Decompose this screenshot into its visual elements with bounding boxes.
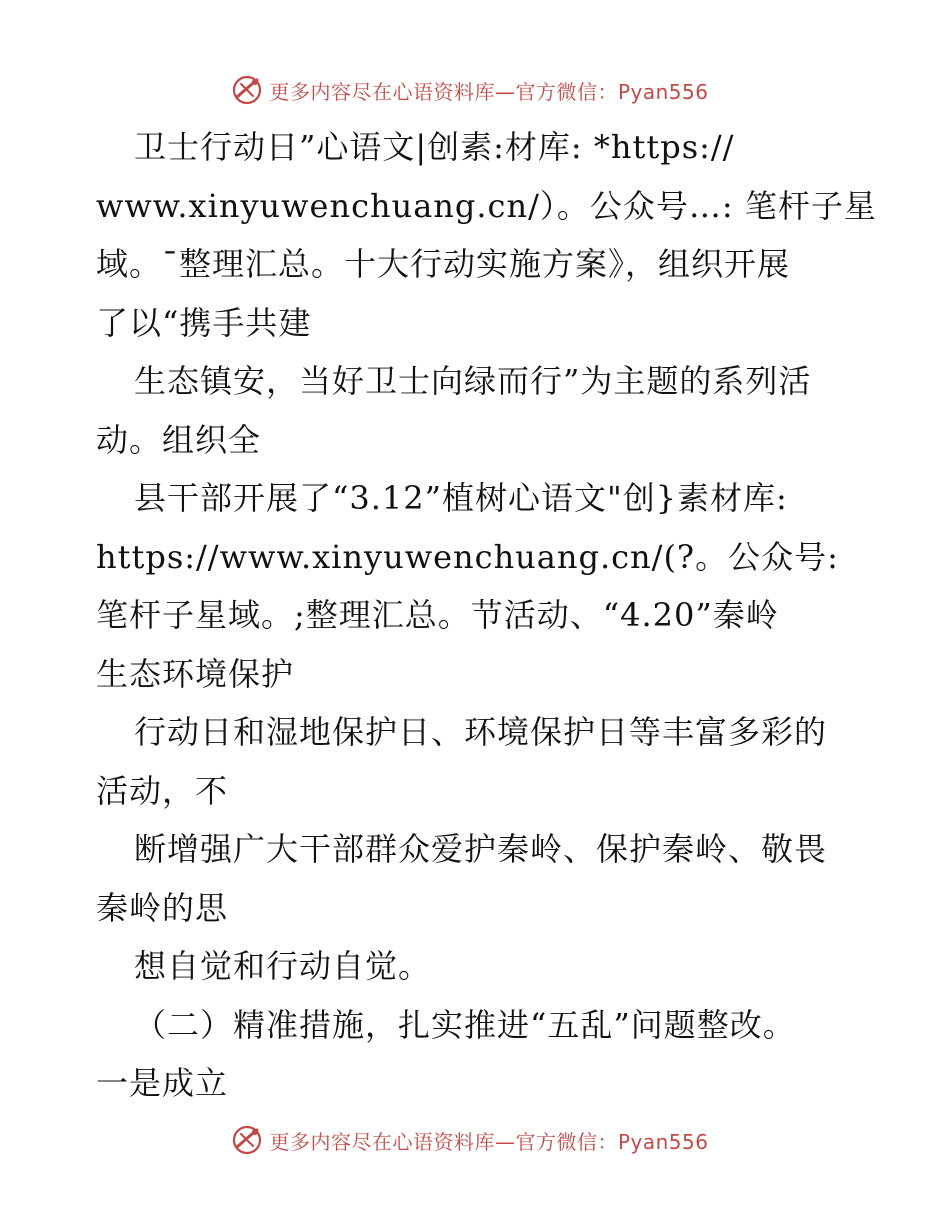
header-watermark-contact: 官方微信：Pyan556 (515, 79, 709, 104)
footer-watermark-inner (231, 1124, 708, 1156)
red-seal-logo-icon (231, 74, 263, 106)
document-body (96, 118, 877, 1113)
body-line-6: 动。组织全 (96, 420, 262, 459)
footer-watermark-separator: — (494, 1129, 516, 1154)
body-line-14: 秦岭的思 (96, 888, 229, 927)
header-watermark-brand: 更多内容尽在心语资料库 (269, 79, 495, 104)
header-watermark-inner (231, 74, 708, 106)
footer-watermark-brand: 更多内容尽在心语资料库 (269, 1129, 495, 1154)
body-line-7: 县干部开展了“3.12”植树心语文"创}素材库: (134, 479, 788, 517)
body-line-8: https://www.xinyuwenchuang.cn/(?。公众号: (96, 537, 839, 576)
header-watermark-separator: — (494, 79, 516, 104)
body-line-17: 一是成立 (96, 1064, 229, 1102)
body-line-11: 行动日和湿地保护日、环境保护日等丰富多彩的 (134, 713, 828, 751)
footer-watermark (0, 1120, 950, 1160)
body-line-10: 生态环境保护 (96, 654, 295, 693)
body-line-5: 生态镇安，当好卫士向绿而行”为主题的系列活 (134, 362, 812, 400)
body-line-3: 域。¯整理汇总。十大行动实施方案》，组织开展 (96, 245, 791, 283)
body-line-12: 活动，不 (96, 771, 229, 810)
body-line-1: 卫士行动日”心语文|创素:材库: *https:// (134, 128, 735, 166)
body-line-16: （二）精准措施，扎实推进“五乱”问题整改。 (134, 1005, 796, 1044)
body-line-15: 想自觉和行动自觉。 (134, 947, 432, 985)
header-watermark (0, 70, 950, 110)
body-line-2: www.xinyuwenchuang.cn/）。公众号…: 笔杆子星 (96, 186, 877, 225)
body-line-13: 断增强广大干部群众爱护秦岭、保护秦岭、敬畏 (134, 830, 828, 868)
body-line-4: 了以“携手共建 (96, 303, 312, 342)
red-seal-logo-icon (231, 1124, 263, 1156)
body-line-9: 笔杆子星域。;整理汇总。节活动、“4.20”秦岭 (96, 596, 779, 634)
footer-watermark-text (269, 1126, 708, 1155)
header-watermark-text (269, 76, 708, 105)
footer-watermark-contact: 官方微信：Pyan556 (515, 1129, 709, 1154)
